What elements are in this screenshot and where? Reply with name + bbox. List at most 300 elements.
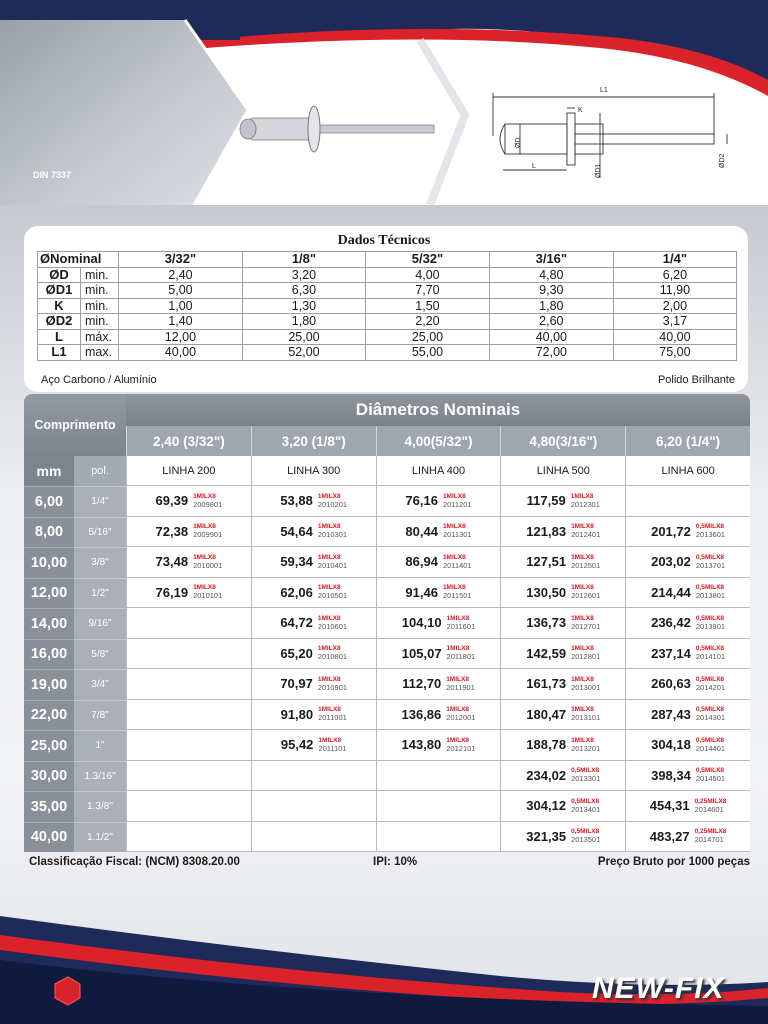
price-value: 64,72 [280,615,313,631]
tech-row [38,314,737,330]
tech-cell: 25,00 [242,329,365,345]
price-row [24,822,750,853]
price-cell [251,791,376,822]
price-cell [251,639,376,670]
tech-row-name: ØD1 [38,283,81,299]
tech-cell: 40,00 [613,329,736,345]
product-code [696,645,725,661]
tech-cell: 1,50 [366,298,490,314]
price-cell [625,761,750,792]
tech-cell: 1,00 [119,298,243,314]
tech-cell: 9,30 [489,283,613,299]
price-cell [500,547,625,578]
price-value: 201,72 [651,523,691,539]
price-row [24,486,750,517]
product-number: 2013901 [695,621,726,631]
price-value: 287,43 [651,706,691,722]
tech-row-unit: max. [81,345,119,361]
tech-row [38,283,737,299]
size-header: 3/16" [489,252,613,268]
price-value: 76,16 [405,493,438,509]
product-number: 2012101 [446,743,476,753]
tech-cell: 52,00 [242,345,365,361]
product-number: 2011001 [318,713,347,723]
line-label: LINHA 200 [126,456,251,486]
price-row [24,639,750,670]
price-value: 214,44 [651,584,691,600]
product-code [571,493,600,509]
pack-size: 1MILX8 [571,706,594,714]
tech-row-name: K [38,298,81,314]
length-header: Comprimento [24,394,126,456]
price-value: 234,02 [526,767,567,783]
price-row [24,608,750,639]
tech-row [38,298,737,314]
product-number: 2014501 [695,774,726,784]
price-cell [500,730,625,761]
tech-cell: 2,60 [489,314,613,330]
product-number: 2013501 [571,835,601,845]
product-code [571,645,600,661]
brand-logo: NEW-FIX [592,972,725,1005]
drawing-label-k: K [578,107,583,114]
product-number: 2012601 [571,591,601,601]
product-code [696,615,725,631]
price-value: 237,14 [651,645,691,661]
tech-row [38,267,737,283]
product-number: 2013701 [695,560,726,570]
price-cell [376,486,501,517]
pack-size: 0,5MILX8 [695,736,725,744]
pack-size: 1MILX8 [193,492,216,500]
price-value: 104,10 [401,615,442,631]
product-code [446,737,475,753]
product-number: 2009901 [193,530,223,540]
product-number: 2011101 [318,743,347,753]
price-value: 454,31 [649,798,690,814]
price-value: 112,70 [402,676,442,692]
price-value: 121,83 [526,523,567,539]
pack-size: 1MILX8 [570,492,594,500]
pack-size: 1MILX8 [571,675,594,683]
price-value: 86,94 [405,554,438,570]
price-value: 260,63 [651,676,691,692]
size-header: 1/4" [613,252,736,268]
price-cell [376,608,501,639]
mm-header: mm [24,456,74,486]
product-number: 2012501 [571,560,601,570]
product-number: 2014701 [694,835,724,845]
diameter-column-header: 3,20 (1/8") [251,426,376,456]
price-value: 398,34 [651,767,691,783]
price-cell [500,486,625,517]
price-cell [251,669,376,700]
product-code [318,554,347,570]
product-number: 2013801 [695,591,726,601]
product-code [318,523,347,539]
pack-size: 1MILX8 [442,523,466,531]
product-number: 2012701 [571,621,601,631]
product-number: 2011601 [446,621,476,631]
size-header: 1/8" [242,252,365,268]
price-value: 62,06 [280,584,313,600]
price-cell [625,822,750,853]
product-number: 2009801 [193,499,223,509]
price-cell [625,547,750,578]
line-label: LINHA 400 [376,456,501,486]
price-cell [625,639,750,670]
pack-size: 0,5MILX8 [695,523,725,531]
tech-row-unit: máx. [81,329,119,345]
tech-row-unit: min. [81,298,119,314]
ipi-label: IPI: 10% [373,856,418,868]
standard-label: DIN 7337 [33,170,72,180]
price-table [24,394,750,852]
tech-cell: 11,90 [613,283,736,299]
price-value: 142,59 [526,645,567,661]
price-value: 127,51 [526,554,567,570]
pack-size: 0,5MILX8 [695,584,725,592]
product-number: 2014601 [694,804,724,814]
tech-cell: 25,00 [366,329,490,345]
diameter-column-header: 2,40 (3/32") [126,426,251,456]
product-number: 2010901 [317,682,348,692]
product-code [193,523,222,539]
tech-data-title: Dados Técnicos [337,233,431,248]
length-inch: 1/2" [74,578,126,609]
price-value: 136,86 [401,706,442,722]
price-cell [126,486,251,517]
length-mm: 6,00 [24,486,74,517]
tech-cell: 4,00 [366,267,490,283]
price-value: 91,80 [280,706,314,722]
product-number: 2013301 [571,774,601,784]
price-row [24,547,750,578]
product-code [193,584,222,600]
drawing-label-od2: ØD2 [719,153,726,168]
price-cell [126,639,251,670]
tech-cell: 6,20 [613,267,736,283]
line-label: LINHA 300 [251,456,376,486]
product-code [571,676,600,692]
tech-cell: 12,00 [119,329,243,345]
drawing-label-od: ØD [515,137,522,148]
price-cell [251,608,376,639]
tech-cell: 40,00 [489,329,613,345]
tech-cell: 1,80 [489,298,613,314]
price-value: 65,20 [280,645,313,661]
tech-header-row [38,252,737,268]
pack-size: 1MILX8 [571,645,594,653]
price-value: 161,73 [526,676,567,692]
length-mm: 40,00 [24,822,74,853]
line-label: LINHA 600 [625,456,750,486]
tech-cell: 55,00 [366,345,490,361]
finish-label: Polido Brilhante [657,374,735,386]
product-code [571,584,600,600]
product-number: 2013401 [571,804,601,814]
pack-size: 1MILX8 [317,523,341,531]
price-value: 143,80 [401,737,442,753]
length-mm: 30,00 [24,761,74,792]
price-cell [500,761,625,792]
price-value: 483,27 [649,828,690,844]
price-cell [251,578,376,609]
tech-row-unit: min. [81,314,119,330]
price-cell [625,700,750,731]
product-number: 2010201 [317,499,348,509]
tech-cell: 2,40 [119,267,243,283]
tech-cell: 72,00 [489,345,613,361]
product-code [696,554,725,570]
length-mm: 25,00 [24,730,74,761]
product-code [447,615,476,631]
price-row [24,730,750,761]
price-cell [376,547,501,578]
price-cell [376,700,501,731]
product-code [443,493,472,509]
product-code [318,706,347,722]
price-cell [376,822,501,853]
pack-size: 0,25MILX8 [694,828,727,836]
price-row [24,791,750,822]
price-cell [126,730,251,761]
length-inch: 1" [74,730,126,761]
pack-size: 1MILX8 [446,645,470,653]
price-value: 130,50 [526,584,567,600]
price-cell [126,578,251,609]
price-cell [500,639,625,670]
tech-row-unit: min. [81,283,119,299]
pack-size: 1MILX8 [318,706,341,714]
pack-size: 1MILX8 [446,736,470,744]
price-value: 117,59 [526,493,566,509]
line-label: LINHA 500 [500,456,625,486]
length-mm: 10,00 [24,547,74,578]
tech-row-name: L [38,329,81,345]
price-cell [126,700,251,731]
length-inch: 9/16" [74,608,126,639]
price-cell [376,639,501,670]
pack-size: 1MILX8 [317,675,341,683]
tech-row-name: ØD2 [38,314,81,330]
length-inch: 1/4" [74,486,126,517]
tech-cell: 2,00 [613,298,736,314]
pack-size: 0,5MILX8 [695,767,725,775]
price-value: 80,44 [405,523,438,539]
price-value: 73,48 [155,554,189,570]
pack-size: 1MILX8 [193,553,216,561]
tech-cell: 5,00 [119,283,243,299]
price-cell [126,761,251,792]
pack-size: 1MILX8 [446,706,470,714]
product-code [571,554,600,570]
pack-size: 1MILX8 [317,553,341,561]
price-row [24,700,750,731]
price-row [24,517,750,548]
pack-size: 1MILX8 [571,584,594,592]
pack-size: 0,5MILX8 [695,645,725,653]
price-value: 321,35 [526,828,567,844]
line-header-row [24,456,750,486]
price-value: 53,88 [280,493,313,509]
price-value: 70,97 [280,676,313,692]
product-number: 2012301 [570,499,600,509]
tech-cell: 1,80 [242,314,365,330]
diameter-column-header: 4,00(5/32") [376,426,501,456]
product-code [446,706,475,722]
pack-size: 1MILX8 [442,584,466,592]
product-code [318,584,347,600]
product-code [696,523,725,539]
length-mm: 35,00 [24,791,74,822]
tech-row-name: ØD [38,267,81,283]
price-cell [251,486,376,517]
tech-cell: 1,30 [242,298,365,314]
price-cell [625,791,750,822]
pack-size: 0,5MILX8 [571,797,600,805]
price-cell [625,730,750,761]
length-mm: 16,00 [24,639,74,670]
product-code [447,645,476,661]
diameter-column-header: 6,20 (1/4") [625,426,750,456]
product-number: 2010801 [317,652,348,662]
price-cell [376,517,501,548]
pack-size: 1MILX8 [318,736,342,744]
price-cell [500,700,625,731]
price-value: 59,34 [280,554,313,570]
pack-size: 0,25MILX8 [694,797,727,805]
product-number: 2013001 [571,682,601,692]
product-number: 2012001 [446,713,476,723]
price-value: 95,42 [280,737,314,753]
product-number: 2011501 [442,591,472,601]
product-code [571,798,600,814]
product-code [696,584,725,600]
pack-size: 1MILX8 [571,553,594,561]
price-note: Preço Bruto por 1000 peças [597,856,750,868]
diameters-header: Diâmetros Nominais [126,394,750,426]
product-number: 2014401 [695,743,726,753]
tech-row [38,329,737,345]
product-code [318,493,347,509]
product-code [443,523,472,539]
price-value: 304,18 [651,737,691,753]
product-number: 2012401 [571,530,601,540]
price-cell [126,791,251,822]
price-cell [500,578,625,609]
pack-size: 1MILX8 [317,584,341,592]
price-cell [126,669,251,700]
product-code [318,615,347,631]
size-header: 5/32" [366,252,490,268]
fiscal-classification: Classificação Fiscal: (NCM) 8308.20.00 [29,856,240,868]
product-code [318,737,346,753]
product-number: 2014301 [695,713,726,723]
pack-size: 1MILX8 [446,675,469,683]
product-code [571,706,600,722]
product-code [696,767,725,783]
price-cell [376,669,501,700]
pack-size: 0,5MILX8 [695,706,725,714]
pack-size: 0,5MILX8 [571,828,600,836]
price-cell [251,517,376,548]
price-row [24,669,750,700]
product-number: 2010001 [193,560,223,570]
price-value: 76,19 [155,584,189,600]
header-background [0,0,768,212]
product-number: 2012801 [571,652,601,662]
pack-size: 1MILX8 [317,492,341,500]
pol-header: pol. [74,456,126,486]
size-header: 3/32" [119,252,243,268]
price-cell [251,730,376,761]
tech-row [38,345,737,361]
product-code [571,828,600,844]
price-value: 136,73 [526,615,567,631]
price-value: 236,42 [651,615,691,631]
product-code [571,737,600,753]
price-cell [251,700,376,731]
price-cell [625,608,750,639]
product-code [571,767,600,783]
product-code [695,798,727,814]
price-cell [625,669,750,700]
pack-size: 1MILX8 [442,553,466,561]
product-code [193,493,222,509]
product-number: 2011201 [442,499,472,509]
tech-cell: 1,40 [119,314,243,330]
price-cell [376,791,501,822]
length-mm: 14,00 [24,608,74,639]
product-code [318,645,347,661]
tech-cell: 7,70 [366,283,490,299]
tech-cell: 3,17 [613,314,736,330]
length-inch: 3/4" [74,669,126,700]
price-cell [500,608,625,639]
pack-size: 0,5MILX8 [695,553,725,561]
price-row [24,578,750,609]
product-number: 2010401 [317,560,348,570]
pack-size: 0,5MILX8 [571,767,600,775]
product-code [193,554,222,570]
price-cell [625,517,750,548]
tech-cell: 75,00 [613,345,736,361]
price-value: 72,38 [155,523,189,539]
price-value: 91,46 [405,584,438,600]
product-number: 2010501 [317,591,348,601]
material-label: Aço Carbono / Alumínio [41,374,157,386]
tech-cell: 2,20 [366,314,490,330]
pack-size: 1MILX8 [317,614,341,622]
product-number: 2011401 [442,560,472,570]
product-number: 2011801 [446,652,476,662]
length-inch: 5/16" [74,517,126,548]
price-value: 304,12 [526,798,567,814]
pack-size: 1MILX8 [571,523,594,531]
product-number: 2013201 [571,743,601,753]
product-number: 2010601 [317,621,348,631]
tech-data-table [37,251,737,361]
price-value: 188,78 [526,737,567,753]
drawing-label-l1: L1 [600,87,608,94]
length-inch: 1.3/16" [74,761,126,792]
price-cell [625,486,750,517]
price-cell [251,761,376,792]
diameter-column-header: 4,80(3/16") [500,426,625,456]
price-cell [126,822,251,853]
length-mm: 8,00 [24,517,74,548]
